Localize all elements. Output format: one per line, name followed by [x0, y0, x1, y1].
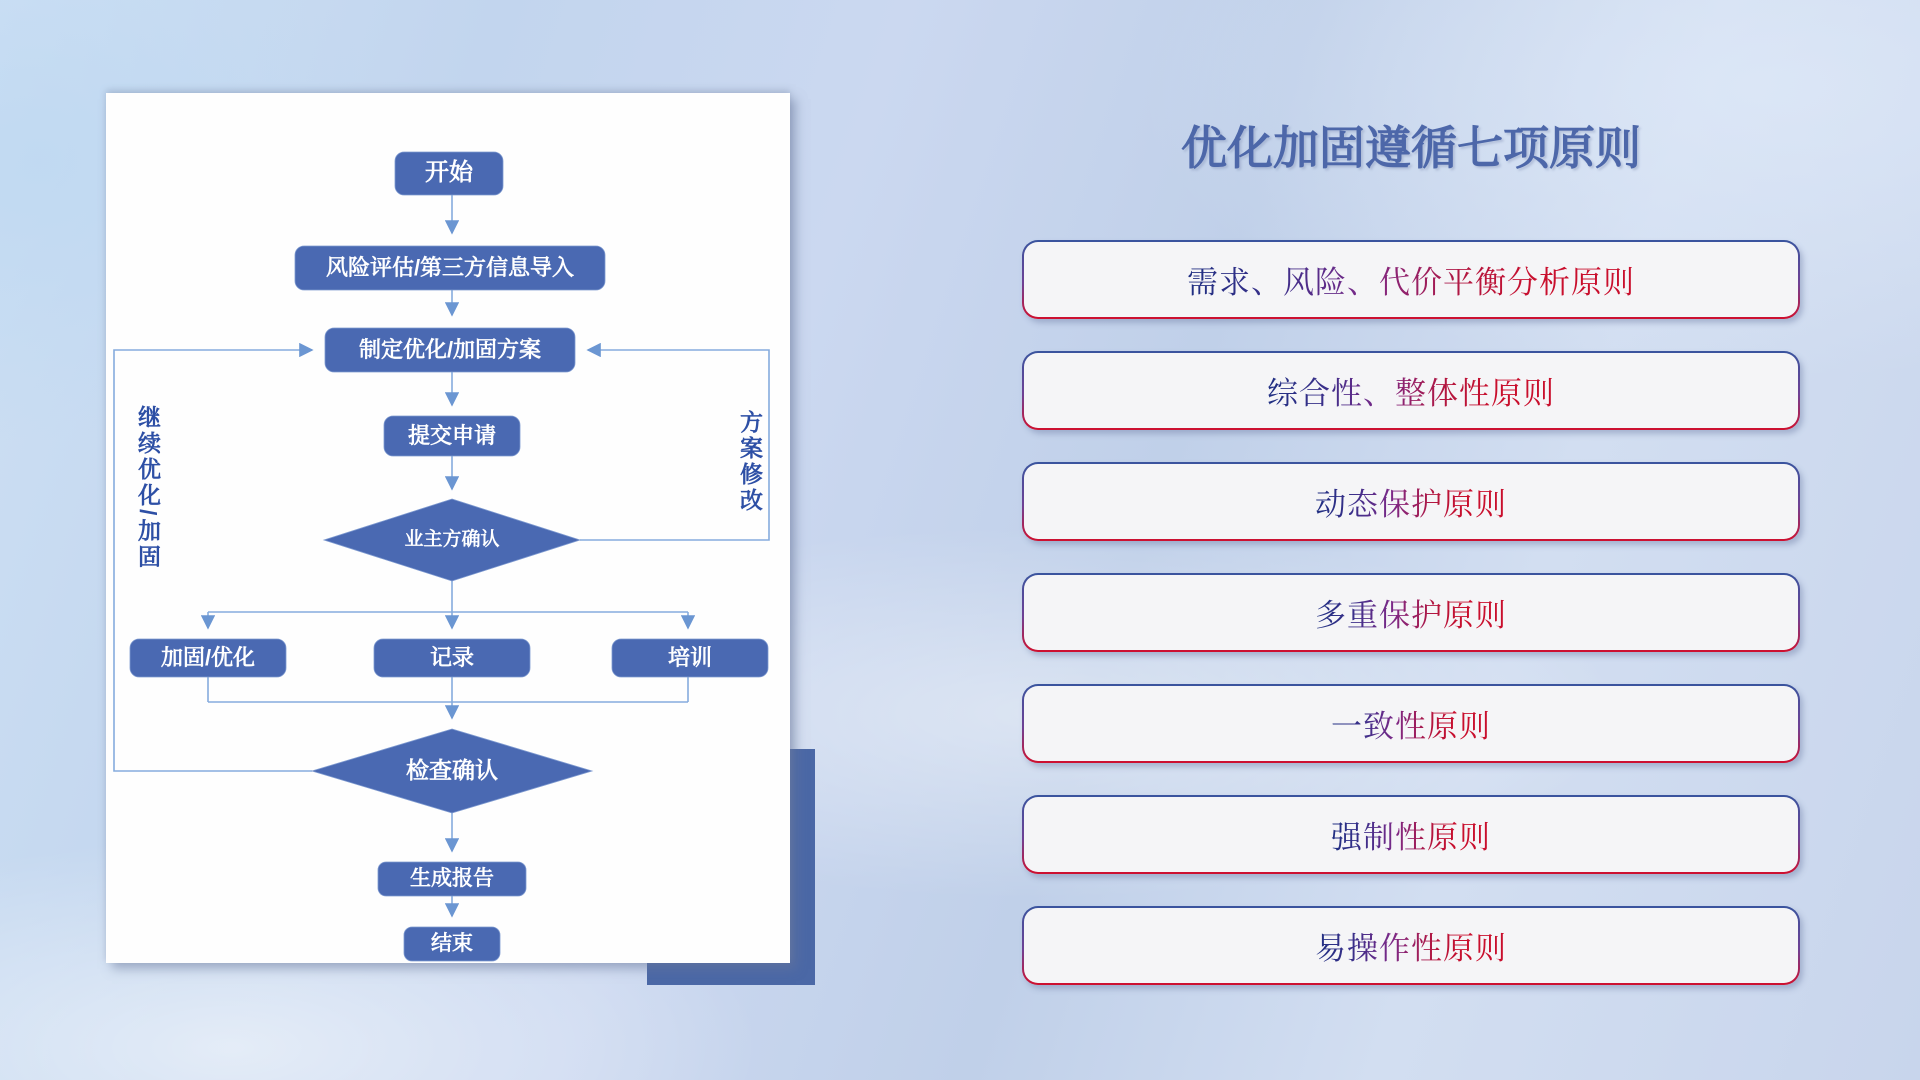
principle-label: 需求、风险、代价平衡分析原则 [1187, 257, 1635, 302]
node-record [374, 639, 530, 677]
flowchart-card [106, 93, 790, 963]
node-submit-label: 提交申请 [407, 422, 496, 448]
node-training-label: 培训 [667, 644, 712, 670]
node-make-plan [325, 328, 575, 372]
loop-label-continue-optimize: 继续优化/加固 [135, 405, 161, 571]
node-start [395, 152, 503, 195]
principles-list [1022, 240, 1800, 1017]
node-end-label: 结束 [431, 932, 473, 956]
page-title: 优化加固遵循七项原则 [1181, 122, 1641, 174]
principle-box-2 [1022, 351, 1800, 430]
principle-box-3 [1022, 462, 1800, 541]
principle-label: 综合性、整体性原则 [1267, 368, 1555, 413]
principle-box-1 [1022, 240, 1800, 319]
node-make-plan-label: 制定优化/加固方案 [358, 336, 542, 362]
node-record-label: 记录 [429, 644, 474, 670]
node-submit [384, 416, 520, 456]
node-check-confirm [312, 729, 592, 813]
principle-box-4 [1022, 573, 1800, 652]
principle-label: 易操作性原则 [1315, 923, 1507, 968]
principles-panel [1022, 112, 1800, 966]
principle-label: 动态保护原则 [1315, 479, 1507, 524]
node-reinforce-label: 加固/优化 [160, 644, 256, 670]
node-report-label: 生成报告 [410, 867, 494, 891]
node-report [378, 862, 526, 896]
principle-box-7 [1022, 906, 1800, 985]
node-end [404, 927, 500, 961]
principle-label: 强制性原则 [1331, 812, 1491, 857]
principle-box-6 [1022, 795, 1800, 874]
node-check-confirm-label: 检查确认 [406, 757, 498, 784]
loop-label-plan-revision: 方案修改 [737, 410, 763, 514]
node-risk-import [295, 246, 605, 290]
node-reinforce [130, 639, 286, 677]
node-owner-confirm [324, 499, 580, 581]
node-risk-import-label: 风险评估/第三方信息导入 [325, 254, 575, 280]
node-training [612, 639, 768, 677]
principle-label: 一致性原则 [1331, 701, 1491, 746]
principle-box-5 [1022, 684, 1800, 763]
node-owner-confirm-label: 业主方确认 [404, 528, 500, 550]
principle-label: 多重保护原则 [1315, 590, 1507, 635]
node-start-label: 开始 [425, 159, 473, 187]
